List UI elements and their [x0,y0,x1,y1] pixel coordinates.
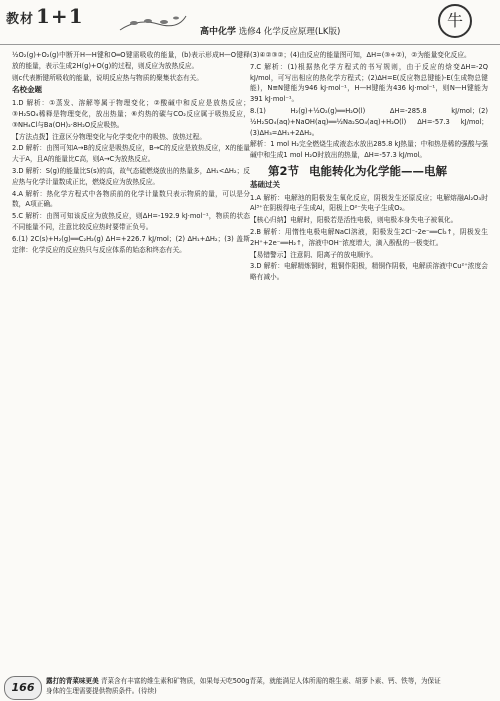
answer-2: 2.D 解析：由图可知A→B的反应是吸热反应，B→C的反应是放热反应，X的能量大于A，且A的能量比C高，则A→C为放热反应。 [12,144,250,164]
answer-7: 7.C 解析：(1)根据热化学方程式的书写规则，由于反应的焓变ΔH=-2Q kJ/mol，可写出相应的热化学方程式；(2)ΔH=E(反应物总键能)-E(生成物总键能)，N≡N键能为946 kJ·mol⁻¹，H—H键能为436 kJ·mol⁻¹，则N—H键能为391 kJ·mol⁻¹。 [250,62,488,104]
basics-answer-1: 1.A 解析：电解池的阳极发生氧化反应，阴极发生还原反应；电解熔融Al₂O₃时Al³⁺在阴极得电子生成Al，阳极上O²⁻失电子生成O₂。 [250,193,488,213]
answer-1-tip: 【方法点拨】注意区分物理变化与化学变化中的吸热、放热过程。 [12,132,206,141]
answer-1: 1.D 解析：①蒸发、溶解等属于物理变化；②酸碱中和反应是放热反应；③H₂SO₄稀释是物理变化，放出热量；⑥灼热的碳与CO₂反应属于吸热反应，③NH₄Cl与Ba(OH)₂·8H₂O反应吸热。 [12,99,250,129]
section-heading [268,163,488,178]
answer-6: 6.(1) 2C(s)+H₂(g)══C₂H₂(g) ΔH=+226.7 kJ/mol；(2) ΔH₁+ΔH₂；(3) 盖斯定律：化学反应的反应热只与反应体系的始态和终态有关。 [12,234,250,254]
basics-answer-2-tip: 【易错警示】注意阴、阳离子的放电顺序。 [250,250,378,259]
subject-line [200,24,340,37]
basics-answer-2: 2.B 解析：用惰性电极电解NaCl溶液，阳极发生2Cl⁻-2e⁻══Cl₂↑，阴极发生2H⁺+2e⁻══H₂↑，溶液中OH⁻浓度增大，滴入酚酞的一极变红。 [250,227,488,247]
left-intro-paragraph: ½O₂(g)+O₂(g)中断开H—H键和O═O键需吸收的能量，(b)表示形成H—O键释放的能量，表示生成2H(g)+O(g)的过程，则反应为放热反应。 [12,51,250,70]
basics-answer-3: 3.D 解析：电解精炼铜时，粗铜作阳极，精铜作阴极，电解质溶液中Cu²⁺浓度会略有减小。 [250,262,488,282]
subject-detail: 选修4 化学反应原理(LK版) [238,27,341,37]
subject-name: 高中化学 [200,27,237,37]
seal-stamp: 牛 [438,4,472,38]
section-number: 第2节 [268,163,300,178]
page-header [0,0,500,45]
answer-5: 5.C 解析：由图可知该反应为放热反应，则ΔH=-192.9 kJ·mol⁻¹，物质的状态不同能量不同，注意比较反应热时要带正负号。 [12,212,250,231]
leaf-decoration-icon [118,12,188,34]
brand-prefix: 教材 [6,12,35,27]
footer-tip [46,677,446,696]
page-number: 166 [4,676,42,700]
section-title: 电能转化为化学能——电解 [309,163,448,178]
right-intro-paragraph: (3)④②③②；(4)由反应的能量图可知，ΔH=(③+②)，②为能量变化反应。 [250,51,471,59]
right-column [250,50,488,284]
left-column [12,50,250,256]
footer-tip-title: 露打的青菜味更美 [46,677,99,685]
brand-main: 1+1 [36,4,84,28]
answer-8-explanation: 解析：1 mol H₂完全燃烧生成液态水放出285.8 kJ热量；中和热是稀的强酸与强碱中和生成1 mol H₂O时放出的热量，ΔH=-57.3 kJ/mol。 [250,140,488,160]
answer-4: 4.A 解析：热化学方程式中各物质前的化学计量数只表示物质的量，可以是分数，A项正确。 [12,189,250,209]
basics-answer-1-tip: 【核心归纳】电解时，阳极若是活性电极，则电极本身失电子被氧化。 [250,216,458,225]
basics-label: 基础过关 [250,179,280,189]
answer-8: 8.(1) H₂(g)+½O₂(g)══H₂O(l) ΔH=-285.8 kJ/mol；(2) ½H₂SO₄(aq)+NaOH(aq)══½Na₂SO₄(aq)+H₂O(l) ΔH=-57.3 kJ/mol；(3)ΔH₃=ΔH₁+2ΔH₂。 [250,106,488,137]
brand-logo [6,4,84,28]
footer-tip-text: 青菜含有丰富的维生素和矿物质，如果每天吃500g青菜，就能满足人体所需的维生素、胡萝卜素、钙、铁等，为保证身体的生理需要提供物质条件。(待续) [46,677,441,695]
page-footer [0,674,500,701]
left-intro-paragraph-2: 则c代表断键所吸收的能量，说明反应热与物质的聚集状态有关。 [12,73,203,82]
answers-section-label: 名校金题 [12,85,42,95]
answer-3: 3.D 解析：S(g)的能量比S(s)的高，故气态硫燃烧放出的热量多，ΔH₁<ΔH₂；反应热与化学计量数成正比，燃烧反应为放热反应。 [12,166,250,186]
